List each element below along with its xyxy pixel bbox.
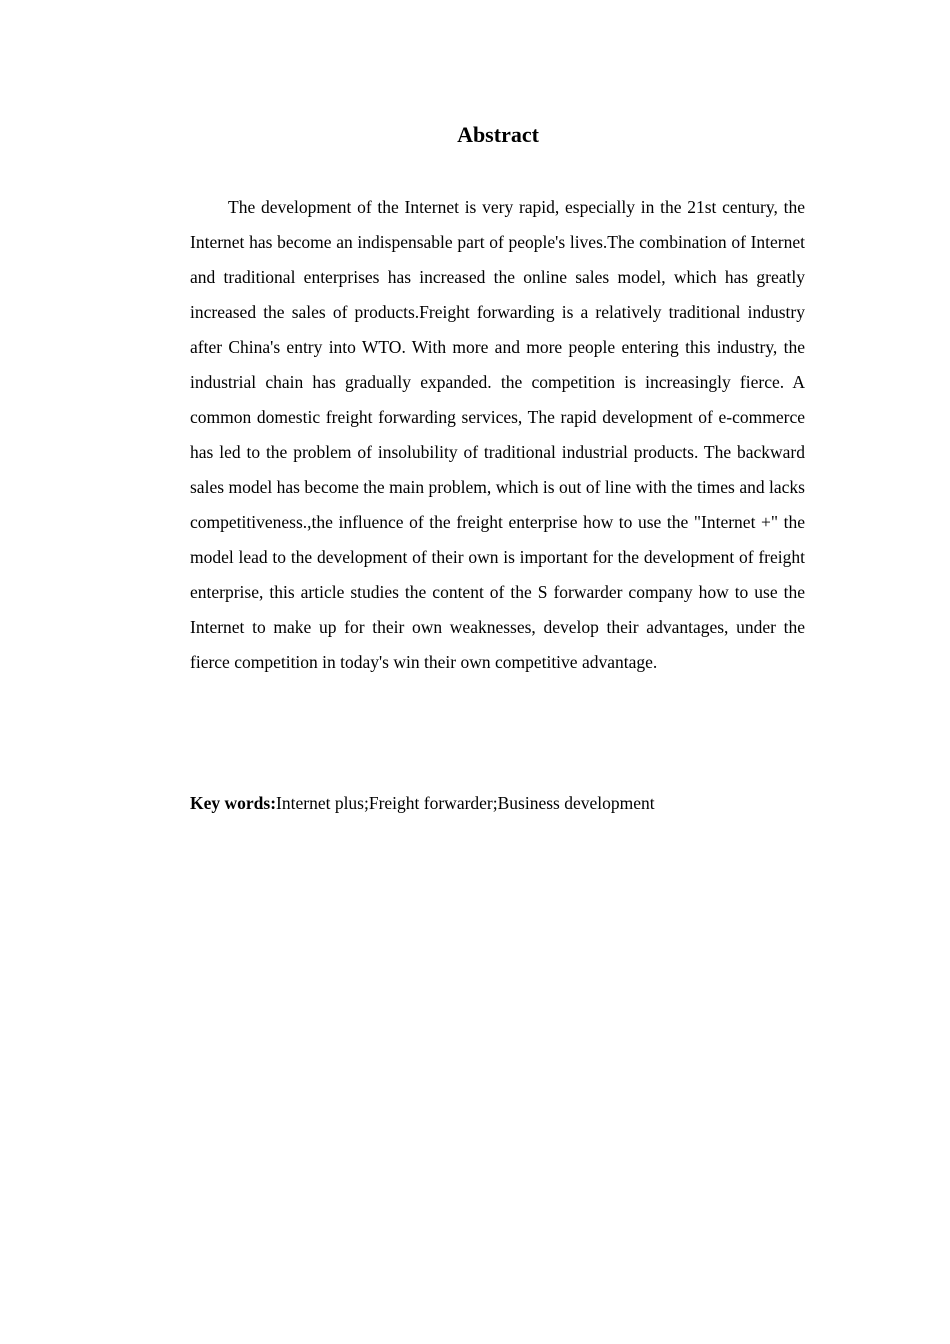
abstract-title: Abstract	[457, 122, 539, 147]
abstract-body-paragraph: The development of the Internet is very rapid, especially in the 21st century, the Internet has become an indispensable part of people's lives.The combination of Internet and traditional enterprises has increased the online sales model, which has greatly increased the sales of products.Freight forwarding is a relatively traditional industry after China's entry into WTO. With more and more people entering this industry, the industrial chain has gradually expanded. the competition is increasingly fierce. A common domestic freight forwarding services, The rapid development of e-commerce has led to the problem of insolubility of traditional industrial products. The backward sales model has become the main problem, which is out of line with the times and lacks competitiveness.,the influence of the freight enterprise how to use the "Internet +" the model lead to the development of their own is important for the development of freight enterprise, this article studies the content of the S forwarder company how to use the Internet to make up for their own weaknesses, develop their advantages, under the fierce competition in today's win their own competitive advantage.	[190, 197, 805, 672]
keywords-value: Internet plus;Freight forwarder;Business development	[276, 793, 655, 813]
keywords-line	[190, 786, 805, 821]
keywords-label: Key words:	[190, 793, 277, 813]
